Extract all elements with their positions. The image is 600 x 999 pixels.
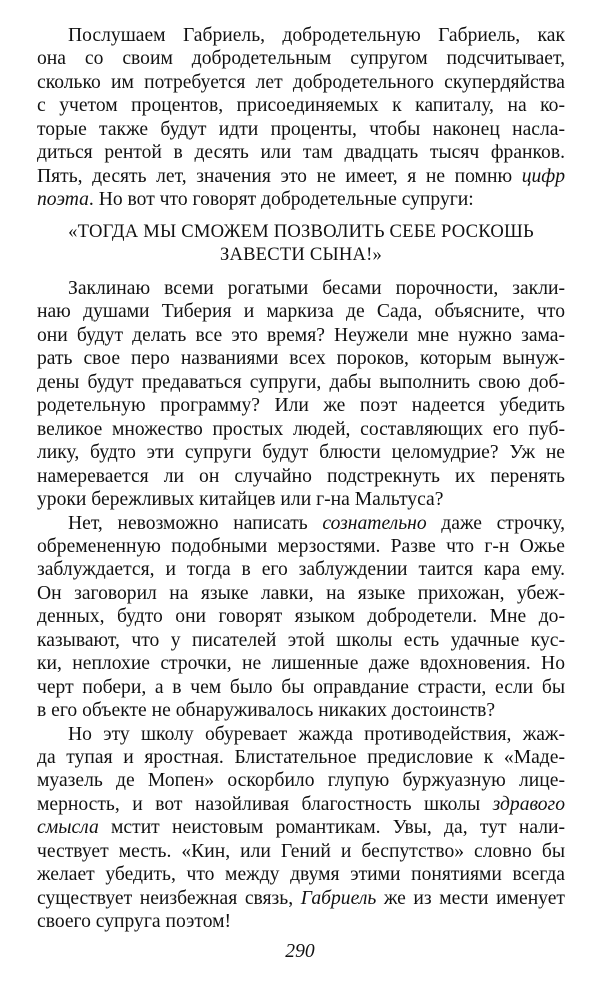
text-line	[37, 887, 565, 910]
text-run: даже строчку,	[426, 512, 565, 534]
text-line	[37, 188, 565, 211]
text-run: черт побери, а в чем было бы оправдание страсти, если бы	[37, 676, 565, 698]
text-line	[37, 746, 565, 769]
text-run: чествует месть. «Кин, или Гений и беспутство» словно бы	[37, 840, 565, 862]
text-line	[37, 723, 565, 746]
text-line	[37, 300, 565, 323]
text-line	[37, 465, 565, 488]
text-run: диться рентой в десять или там двадцать тысяч франков.	[37, 142, 565, 164]
text-line	[37, 652, 565, 675]
text-run: мстит неистовым романтикам. Увы, да, тут нали-	[98, 817, 565, 839]
text-run: сколько им потребуется лет добродетельного скупердяйства	[37, 71, 565, 93]
text-run: они будут делать все это время? Неужели мне нужно зама-	[37, 324, 565, 346]
text-line	[37, 71, 565, 94]
text-run: денных, будто они говорят языком добродетели. Мне до-	[37, 606, 565, 628]
text-line	[37, 277, 565, 300]
text-line	[37, 535, 565, 558]
text-line	[37, 605, 565, 628]
text-run: дены будут предаваться супруги, дабы выполнить свою доб-	[37, 371, 565, 393]
text-run: же из мести именует	[376, 887, 565, 909]
quote-heading-line-1: «ТОГДА МЫ СМОЖЕМ ПОЗВОЛИТЬ СЕБЕ РОСКОШЬ	[68, 221, 534, 242]
text-line	[37, 676, 565, 699]
text-run: казывают, что у писателей этой школы есть удачные кус-	[37, 629, 565, 651]
text-line	[37, 512, 565, 535]
quote-heading-line-2: ЗАВЕСТИ СЫНА!»	[219, 243, 383, 265]
text-run: Он заговорил на языке лавки, на языке прихожан, убеж-	[37, 582, 565, 604]
italic-text: здравого	[492, 793, 565, 815]
text-run: своего супруга поэтом!	[37, 911, 232, 932]
text-line	[37, 418, 565, 441]
text-run: заблуждается, и тогда в его заблуждении таится кара ему.	[37, 559, 565, 581]
text-run: торые также будут идти проценты, чтобы наконец насла-	[37, 118, 565, 140]
text-line	[37, 488, 565, 511]
text-line	[37, 816, 565, 839]
text-line	[37, 582, 565, 605]
text-run: рать свое перо названиями всех пороков, которым вынуж-	[37, 348, 565, 370]
italic-text: смысла	[37, 817, 99, 839]
text-run: муазель де Мопен» оскорбило глупую буржуазную лице-	[37, 770, 565, 792]
text-run: мерность, и вот назойливая благостность школы	[37, 793, 493, 815]
text-run: Заклинаю всеми рогатыми бесами порочности, закли-	[68, 278, 565, 299]
text-line	[37, 629, 565, 652]
text-line	[37, 699, 565, 722]
text-run: она со своим добродетельным супругом подсчитывает,	[37, 48, 565, 70]
text-line	[37, 863, 565, 886]
text-line	[37, 347, 565, 370]
text-run: обремененную подобными мерзостями. Разве что г-н Ожье	[37, 535, 565, 557]
text-line	[37, 371, 565, 394]
text-run: Послушаем Габриель, добродетельную Габриель, как	[68, 25, 565, 46]
text-run: существует неизбежная связь,	[37, 887, 301, 909]
text-line	[37, 910, 565, 933]
text-run: в его объекте не обнаруживалось никаких достоинств?	[37, 700, 496, 721]
text-line	[37, 118, 565, 141]
text-line	[37, 840, 565, 863]
paragraph-2	[37, 277, 565, 511]
text-line	[37, 558, 565, 581]
text-line	[37, 394, 565, 417]
text-run: великое множество простых людей, составляющих его пуб-	[37, 418, 565, 440]
italic-text: сознательно	[322, 512, 427, 534]
text-run: да тупая и яростная. Блистательное предисловие к «Маде-	[37, 746, 565, 768]
text-run: уроки бережливых китайцев или г-на Мальтуса?	[37, 488, 444, 510]
text-run: наю душами Тиберия и маркиза де Сада, объясните, что	[37, 301, 565, 323]
text-run: Но эту школу обуревает жажда противодействия, жаж-	[68, 723, 565, 745]
text-line	[37, 441, 565, 464]
text-run: желает убедить, что между двумя этими понятиями всегда	[37, 864, 565, 886]
text-line	[37, 141, 565, 164]
text-line	[37, 793, 565, 816]
text-line	[37, 324, 565, 347]
text-run: Нет, невозможно написать	[68, 512, 323, 534]
paragraph-1	[37, 24, 565, 212]
text-run: намеревается ли он случайно подстрекнуть их перенять	[37, 465, 565, 487]
text-run: с учетом процентов, присоединяемых к капиталу, на ко-	[37, 95, 565, 117]
text-run: Пять, десять лет, значения это не имеет, я не помню	[37, 165, 522, 187]
italic-text: поэта	[37, 189, 89, 211]
text-line	[37, 165, 565, 188]
text-run: ки, неплохие строчки, не лишенные даже вдохновения. Но	[37, 653, 565, 675]
page-number: 290	[285, 941, 315, 962]
text-line	[37, 24, 565, 47]
text-run: лику, будто эти супруги будут блюсти целомудрие? Уж не	[37, 442, 565, 464]
text-run: родетельную программу? Или же поэт надеется убедить	[37, 395, 565, 417]
text-line	[37, 94, 565, 117]
quote-heading	[37, 221, 565, 266]
text-run: . Но вот что говорят добродетельные супруги:	[88, 189, 474, 211]
paragraph-3	[37, 512, 565, 723]
text-line	[37, 47, 565, 70]
text-line	[37, 769, 565, 792]
italic-text: Габриель	[300, 887, 377, 909]
paragraph-4	[37, 723, 565, 934]
italic-text: цифр	[521, 165, 565, 187]
